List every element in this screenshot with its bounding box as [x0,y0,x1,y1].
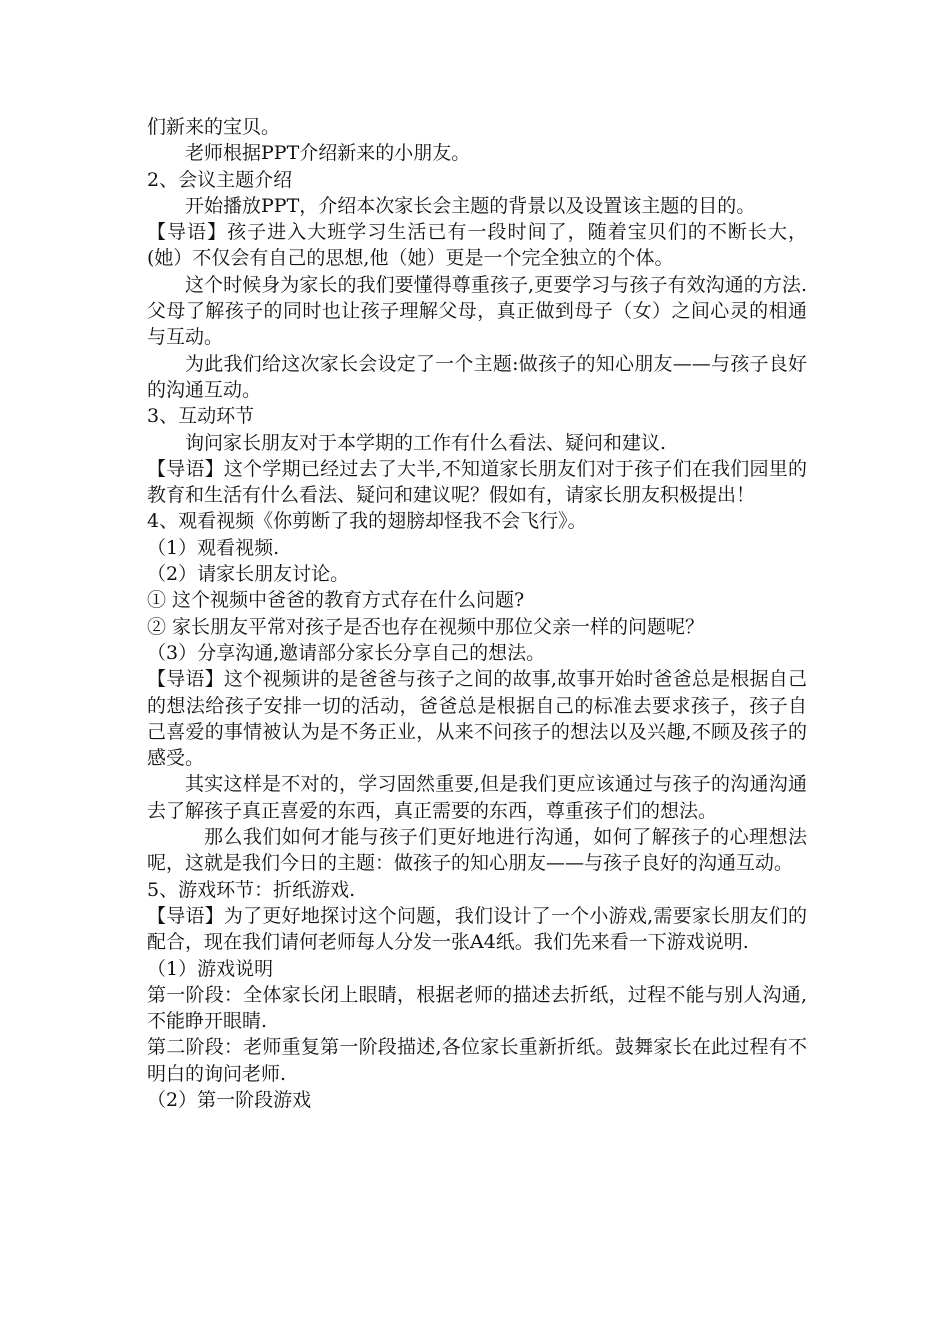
paragraph: 为此我们给这次家长会设定了一个主题:做孩子的知心朋友——与孩子良好的沟通互动。 [147,352,807,401]
paragraph: 那么我们如何才能与孩子们更好地进行沟通，如何了解孩子的心理想法呢，这就是我们今日的主题：做孩子的知心朋友——与孩子良好的沟通互动。 [147,826,807,875]
list-item: （1）观看视频. [147,536,280,559]
list-item: （1）游戏说明 [147,957,274,980]
list-item: ② 家长朋友平常对孩子是否也存在视频中那位父亲一样的问题呢？ [147,615,705,638]
guide-paragraph: 【导语】这个学期已经过去了大半,不知道家长朋友们对于孩子们在我们园里的教育和生活有什么看法、疑问和建议呢？假如有，请家长朋友积极提出！ [147,457,807,507]
paragraph: 询问家长朋友对于本学期的工作有什么看法、疑问和建议. [185,431,667,454]
paragraph: 开始播放PPT，介绍本次家长会主题的背景以及设置该主题的目的。 [185,194,756,217]
list-item: ① 这个视频中爸爸的教育方式存在什么问题? [147,589,525,612]
paragraph: 老师根据PPT介绍新来的小朋友。 [185,142,471,165]
paragraph: 们新来的宝贝。 [147,116,281,138]
section-heading: 4、观看视频《你剪断了我的翅膀却怪我不会飞行》。 [147,510,587,533]
section-heading: 3、互动环节 [147,405,255,428]
paragraph: 第二阶段：老师重复第一阶段描述,各位家长重新折纸。鼓舞家长在此过程有不明白的询问老师. [147,1036,807,1085]
paragraph: 第一阶段：全体家长闭上眼睛，根据老师的描述去折纸，过程不能与别人沟通,不能睁开眼睛. [147,983,807,1033]
guide-paragraph: 【导语】这个视频讲的是爸爸与孩子之间的故事,故事开始时爸爸总是根据自己的想法给孩子安排一切的活动，爸爸总是根据自己的标准去要求孩子，孩子自己喜爱的事情被认为是不务正业，从来不问孩子的想法以及兴趣,不顾及孩子的感受。 [147,668,807,770]
guide-paragraph: 【导语】为了更好地探讨这个问题，我们设计了一个小游戏,需要家长朋友们的配合，现在我们请何老师每人分发一张A4纸。我们先来看一下游戏说明. [147,904,807,954]
guide-paragraph: 【导语】孩子进入大班学习生活已有一段时间了，随着宝贝们的不断长大，(她）不仅会有自己的思想,他（她）更是一个完全独立的个体。 [147,221,807,270]
list-item: （2）请家长朋友讨论。 [147,563,350,586]
paragraph: 这个时候身为家长的我们要懂得尊重孩子,更要学习与孩子有效沟通的方法.父母了解孩子的同时也让孩子理解父母，真正做到母子（女）之间心灵的相通与互动。 [147,273,807,349]
list-item: （3）分享沟通,邀请部分家长分享自己的想法。 [147,641,546,664]
section-heading: 5、游戏环节：折纸游戏. [147,878,356,901]
list-item: （2）第一阶段游戏 [147,1088,312,1111]
section-heading: 2、会议主题介绍 [147,168,293,191]
document-page [147,114,807,1113]
paragraph: 其实这样是不对的，学习固然重要,但是我们更应该通过与孩子的沟通沟通去了解孩子真正喜爱的东西，真正需要的东西，尊重孩子们的想法。 [147,773,807,822]
